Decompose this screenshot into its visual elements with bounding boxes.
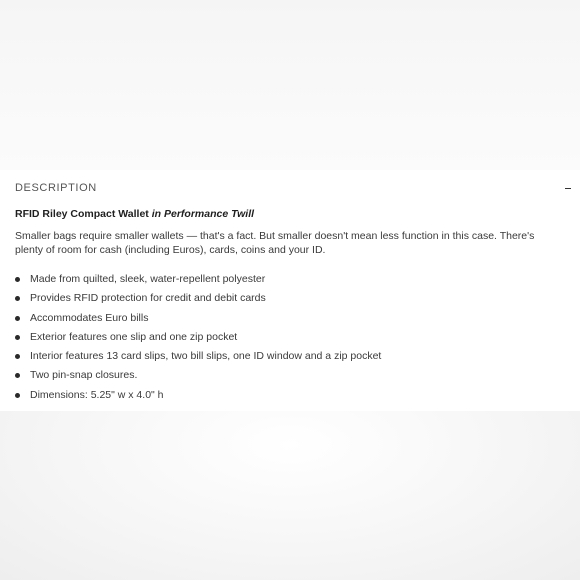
bullet-dot-icon bbox=[15, 393, 20, 398]
feature-list bbox=[15, 270, 565, 405]
feature-text: Provides RFID protection for credit and debit cards bbox=[30, 292, 266, 305]
description-header[interactable] bbox=[15, 182, 575, 196]
background-top bbox=[0, 0, 580, 170]
bullet-dot-icon bbox=[15, 316, 20, 321]
bullet-dot-icon bbox=[15, 354, 20, 359]
feature-item bbox=[15, 289, 565, 308]
feature-text: Made from quilted, sleek, water-repellent polyester bbox=[30, 273, 266, 285]
description-panel bbox=[0, 170, 580, 411]
bullet-dot-icon bbox=[15, 277, 20, 282]
product-subtitle: in Performance Twill bbox=[151, 208, 255, 220]
background-bottom bbox=[0, 411, 580, 580]
bullet-dot-icon bbox=[15, 373, 20, 378]
feature-item bbox=[15, 347, 565, 366]
section-title: DESCRIPTION bbox=[15, 182, 97, 194]
feature-item bbox=[15, 328, 565, 347]
bullet-dot-icon bbox=[15, 296, 20, 301]
feature-text: Two pin-snap closures. bbox=[30, 369, 138, 382]
product-name: RFID Riley Compact Wallet bbox=[15, 208, 149, 220]
feature-item bbox=[15, 386, 565, 405]
feature-item bbox=[15, 270, 565, 289]
feature-text: Accommodates Euro bills bbox=[30, 311, 149, 324]
feature-item bbox=[15, 366, 565, 385]
minus-icon bbox=[565, 188, 571, 189]
feature-text: Interior features 13 card slips, two bill slips, one ID window and a zip pocket bbox=[30, 350, 382, 363]
feature-item bbox=[15, 309, 565, 328]
feature-text: Exterior features one slip and one zip pocket bbox=[30, 330, 238, 343]
feature-text: Dimensions: 5.25" w x 4.0" h bbox=[30, 388, 164, 401]
product-description: Smaller bags require smaller wallets — that's a fact. But smaller doesn't mean less function in this case. There's plenty of room for cash (including Euros), cards, coins and your ID. bbox=[15, 230, 535, 256]
collapse-toggle-button[interactable] bbox=[563, 180, 575, 196]
bullet-dot-icon bbox=[15, 335, 20, 340]
product-title bbox=[15, 208, 254, 220]
